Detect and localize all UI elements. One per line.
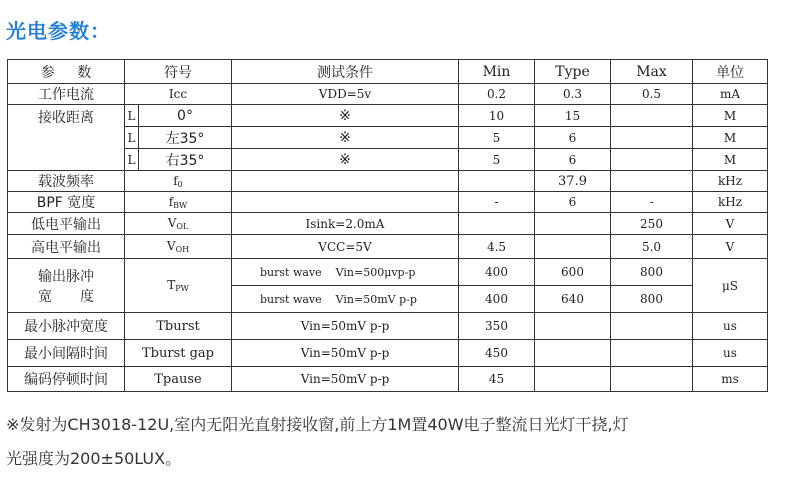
header-row bbox=[8, 60, 768, 84]
condition-cell: ※ bbox=[232, 149, 459, 171]
condition-cell: burst wave Vin=500μvp-p bbox=[232, 259, 459, 286]
symbol-cell: Tburst bbox=[125, 313, 232, 340]
min-cell: 10 bbox=[459, 105, 535, 127]
type-cell: 640 bbox=[535, 286, 611, 313]
max-cell: 800 bbox=[611, 286, 693, 313]
type-cell bbox=[535, 367, 611, 392]
symbol-cell: Tpause bbox=[125, 367, 232, 392]
condition-cell bbox=[232, 192, 459, 213]
param-name: BPF 宽度 bbox=[8, 192, 125, 213]
type-cell: 6 bbox=[535, 149, 611, 171]
min-cell: 5 bbox=[459, 127, 535, 149]
min-cell bbox=[459, 213, 535, 235]
max-cell: - bbox=[611, 192, 693, 213]
distance-label: L bbox=[125, 127, 139, 149]
max-cell bbox=[611, 171, 693, 192]
header-min: Min bbox=[459, 60, 535, 84]
unit-cell: V bbox=[693, 235, 768, 259]
max-cell: 250 bbox=[611, 213, 693, 235]
param-name: 最小脉冲宽度 bbox=[8, 313, 125, 340]
min-cell: 400 bbox=[459, 286, 535, 313]
unit-cell: ms bbox=[693, 367, 768, 392]
max-cell bbox=[611, 149, 693, 171]
type-cell bbox=[535, 313, 611, 340]
max-cell bbox=[611, 105, 693, 127]
section-title: 光电参数： bbox=[6, 19, 111, 43]
footnote-line-2: 光强度为200±50LUX。 bbox=[6, 449, 182, 468]
header-unit: 单位 bbox=[693, 60, 768, 84]
symbol-cell: $T_{PW}$ bbox=[125, 259, 232, 313]
symbol-cell: $V_{OL}$ bbox=[125, 213, 232, 235]
header-param: 参 数 bbox=[8, 60, 125, 84]
max-cell: 0.5 bbox=[611, 84, 693, 105]
symbol-cell: $V_{OH}$ bbox=[125, 235, 232, 259]
min-cell bbox=[459, 171, 535, 192]
row-pause bbox=[8, 367, 768, 392]
condition-cell: VCC=5V bbox=[232, 235, 459, 259]
symbol-cell: $f_0$ bbox=[125, 171, 232, 192]
param-name: 接收距离 bbox=[8, 105, 125, 171]
type-cell: 0.3 bbox=[535, 84, 611, 105]
param-name: 输出脉冲 宽 度 bbox=[8, 259, 125, 313]
row-icc bbox=[8, 84, 768, 105]
header-type: Type bbox=[535, 60, 611, 84]
min-cell: 400 bbox=[459, 259, 535, 286]
condition-cell: Vin=50mV p-p bbox=[232, 367, 459, 392]
row-low-output bbox=[8, 213, 768, 235]
type-cell: 6 bbox=[535, 192, 611, 213]
min-cell: 0.2 bbox=[459, 84, 535, 105]
type-cell bbox=[535, 340, 611, 367]
distance-label: L bbox=[125, 149, 139, 171]
max-cell: 5.0 bbox=[611, 235, 693, 259]
row-high-output bbox=[8, 235, 768, 259]
row-carrier-frequency bbox=[8, 171, 768, 192]
param-name: 低电平输出 bbox=[8, 213, 125, 235]
row-distance-0 bbox=[8, 105, 768, 127]
condition-cell: Isink=2.0mA bbox=[232, 213, 459, 235]
condition-cell: ※ bbox=[232, 105, 459, 127]
symbol-cell: Tburst gap bbox=[125, 340, 232, 367]
max-cell bbox=[611, 313, 693, 340]
min-cell: 350 bbox=[459, 313, 535, 340]
max-cell bbox=[611, 367, 693, 392]
condition-cell: VDD=5v bbox=[232, 84, 459, 105]
condition-cell: Vin=50mV p-p bbox=[232, 340, 459, 367]
angle-cell: 右35° bbox=[139, 149, 232, 171]
param-name: 载波频率 bbox=[8, 171, 125, 192]
footnote-line-1: ※发射为CH3018-12U,室内无阳光直射接收窗,前上方1M置40W电子整流日光灯干挠,灯 bbox=[6, 415, 629, 434]
param-name: 编码停顿时间 bbox=[8, 367, 125, 392]
max-cell bbox=[611, 340, 693, 367]
type-cell bbox=[535, 213, 611, 235]
angle-cell: 0° bbox=[139, 105, 232, 127]
row-pulse-width-1 bbox=[8, 259, 768, 286]
max-cell bbox=[611, 127, 693, 149]
unit-cell: M bbox=[693, 127, 768, 149]
unit-cell: kHz bbox=[693, 192, 768, 213]
symbol-cell: $f_{BW}$ bbox=[125, 192, 232, 213]
condition-cell: burst wave Vin=50mV p-p bbox=[232, 286, 459, 313]
param-name: 工作电流 bbox=[8, 84, 125, 105]
condition-cell bbox=[232, 171, 459, 192]
param-name: 最小间隔时间 bbox=[8, 340, 125, 367]
type-cell: 600 bbox=[535, 259, 611, 286]
min-cell: 45 bbox=[459, 367, 535, 392]
header-condition: 测试条件 bbox=[232, 60, 459, 84]
unit-cell: us bbox=[693, 340, 768, 367]
unit-cell: μS bbox=[693, 259, 768, 313]
symbol-cell: Icc bbox=[125, 84, 232, 105]
min-cell: 5 bbox=[459, 149, 535, 171]
angle-cell: 左35° bbox=[139, 127, 232, 149]
unit-cell: V bbox=[693, 213, 768, 235]
row-min-gap bbox=[8, 340, 768, 367]
unit-cell: kHz bbox=[693, 171, 768, 192]
param-name: 高电平输出 bbox=[8, 235, 125, 259]
min-cell: - bbox=[459, 192, 535, 213]
type-cell: 6 bbox=[535, 127, 611, 149]
type-cell: 15 bbox=[535, 105, 611, 127]
min-cell: 450 bbox=[459, 340, 535, 367]
condition-cell: ※ bbox=[232, 127, 459, 149]
type-cell: 37.9 bbox=[535, 171, 611, 192]
row-min-burst bbox=[8, 313, 768, 340]
row-bpf-width bbox=[8, 192, 768, 213]
distance-label: L bbox=[125, 105, 139, 127]
min-cell: 4.5 bbox=[459, 235, 535, 259]
header-symbol: 符号 bbox=[125, 60, 232, 84]
unit-cell: M bbox=[693, 105, 768, 127]
header-max: Max bbox=[611, 60, 693, 84]
spec-table bbox=[7, 59, 768, 392]
max-cell: 800 bbox=[611, 259, 693, 286]
unit-cell: M bbox=[693, 149, 768, 171]
type-cell bbox=[535, 235, 611, 259]
unit-cell: mA bbox=[693, 84, 768, 105]
condition-cell: Vin=50mV p-p bbox=[232, 313, 459, 340]
unit-cell: us bbox=[693, 313, 768, 340]
